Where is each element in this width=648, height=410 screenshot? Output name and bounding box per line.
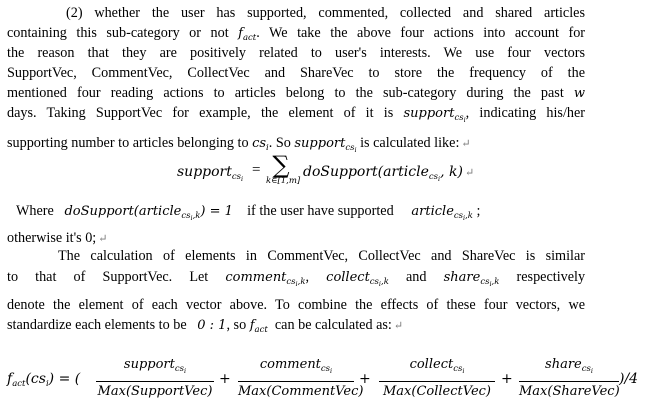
para1-line6: days. Taking SupportVec for example, the element of it is support$_{cs_i}$, indicating his/her xyxy=(7,105,585,124)
f-act-symbol: $f_{act}$ xyxy=(238,26,257,43)
fraction-comment: comment$_{cs_i}$ Max(CommentVec) xyxy=(238,357,364,399)
para3-line2: to that of SupportVec. Let comment$_{cs_i,k}$, collect$_{cs_i,k}$ and share$_{cs_i,k}$ respectively xyxy=(7,269,586,288)
eq2-lhs: $f_{act}(cs_i)$ = ( xyxy=(7,371,81,389)
para3-line1: The calculation of elements in CommentVec, CollectVec and ShareVec is similar xyxy=(58,248,585,264)
eq1-lhs: support$_{cs_i}$ xyxy=(177,164,244,183)
support-cs-i-symbol: support$_{cs_i}$ xyxy=(403,106,466,124)
para1-line4: SupportVec, CommentVec, CollectVec and ShareVec to store the frequency of the xyxy=(7,65,585,81)
para3-line3: denote the element of each vector above. To combine the effects of these four vectors, we xyxy=(7,297,585,313)
para3-line4: standardize each elements to be 0 : 1, so $f_{act}$ can be calculated as: ↵ xyxy=(7,317,404,335)
para2-line2: otherwise it's 0; ↵ xyxy=(7,230,108,246)
eq2-end: )/4 xyxy=(619,371,639,387)
plus-1: + xyxy=(219,371,231,387)
para1-line1: (2) whether the user has supported, commented, collected and shared articles xyxy=(66,5,585,21)
para1-line2: containing this sub-category or not $f_{act}$. We take the above four actions into account for xyxy=(7,25,586,43)
plus-3: + xyxy=(501,371,513,387)
fraction-collect: collect$_{cs_i}$ Max(CollectVec) xyxy=(379,356,495,401)
para1-line5: mentioned four reading actions to articles belong to the sub-category during the past w xyxy=(7,85,586,101)
plus-2: + xyxy=(359,371,371,387)
fraction-share: share$_{cs_i}$ Max(ShareVec) xyxy=(519,357,620,399)
para1-line3: the reason that they are positively related to user's interests. We use four vectors xyxy=(7,45,585,61)
sum-symbol: ∑ k∈[1,m] xyxy=(266,151,301,186)
eq1-rhs: doSupport(article$_{cs_i}$, k) ↵ xyxy=(303,164,475,183)
para2-line1: Where doSupport(article$_{cs_i,k}$) = 1 if the user have supported article$_{cs_i,k}$ ; xyxy=(16,203,481,222)
fraction-support: support$_{cs_i}$ Max(SupportVec) xyxy=(97,357,213,399)
return-mark: ↵ xyxy=(461,138,471,150)
para1-line7: supporting number to articles belonging to $cs_i$. So support$_{cs_i}$ is calculated like: ↵ xyxy=(7,135,471,154)
eq1-equals: = xyxy=(252,162,261,178)
